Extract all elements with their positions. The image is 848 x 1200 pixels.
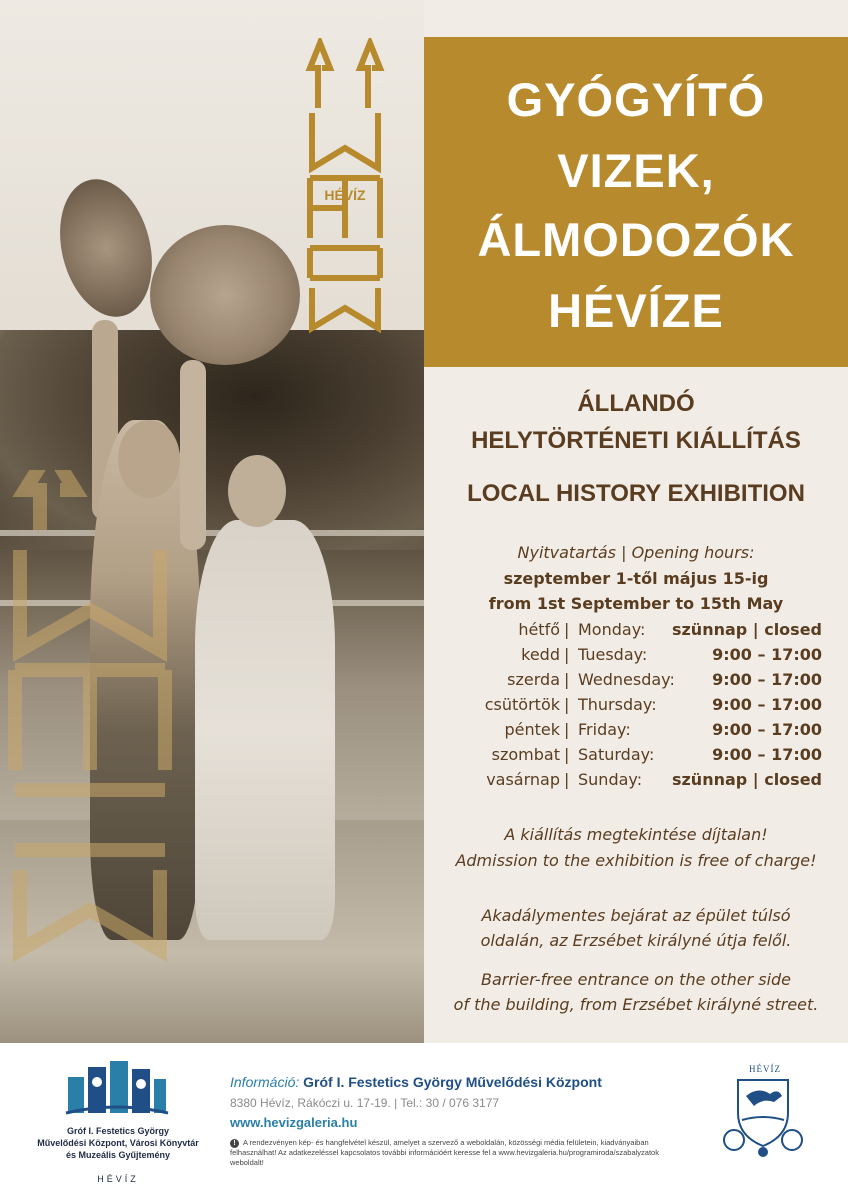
period-en: from 1st September to 15th May: [488, 594, 784, 613]
hours-row: [424, 645, 848, 670]
day-hours: 9:00 – 17:00: [712, 720, 822, 739]
hours-row: [424, 720, 848, 745]
day-en: Monday:: [578, 620, 646, 639]
day-en: Saturday:: [578, 745, 655, 764]
info-line: [230, 1074, 602, 1090]
day-en: Sunday:: [578, 770, 643, 789]
day-hu: csütörtök: [484, 695, 560, 714]
day-en: Thursday:: [578, 695, 657, 714]
org-town: HÉVÍZ: [97, 1174, 139, 1184]
org-line-1: Gróf I. Festetics György: [66, 1126, 170, 1136]
day-en: Friday:: [578, 720, 631, 739]
title-line-3: ÁLMODOZÓK: [477, 213, 795, 266]
day-hu: kedd: [521, 645, 560, 664]
org-line-3: és Muzeális Gyűjtemény: [65, 1150, 171, 1160]
subtitle-hu-1: ÁLLANDÓ: [577, 390, 695, 417]
subtitle-hu-2: HELYTÖRTÉNETI KIÁLLÍTÁS: [471, 427, 801, 454]
hours-row: [424, 745, 848, 770]
access-en-1: Barrier-free entrance on the other side: [480, 970, 792, 989]
day-hours: szünnap | closed: [671, 620, 822, 639]
day-en: Wednesday:: [578, 670, 675, 689]
hours-heading: Nyitvatartás | Opening hours:: [517, 543, 755, 562]
access-hu-1: Akadálymentes bejárat az épület túlsó: [481, 906, 791, 925]
title-line-2: VIZEK,: [557, 144, 715, 197]
address: 8380 Hévíz, Rákóczi u. 17-19. | Tel.: 30 / 076 3177: [230, 1096, 500, 1110]
straw-hat-right: [150, 225, 300, 365]
museum-logo: [300, 38, 390, 338]
subtitle-en: LOCAL HISTORY EXHIBITION: [467, 480, 805, 507]
info-organization: Gróf I. Festetics György Művelődési Központ: [303, 1074, 602, 1090]
woman-arm: [180, 360, 206, 550]
website-link[interactable]: www.hevizgaleria.hu: [230, 1115, 358, 1130]
access-en-2: of the building, from Erzsébet királyné street.: [453, 995, 819, 1014]
notice-text: A rendezvényen kép- és hangfelvétel készül, amelyet a szervező a weboldalán, közösségi média felületein, kiadványaiban felhasználhat! Az adatkezeléssel kapcsolatos további információért keresse fel a www.hevizgaleria.hu/programiroda/szabalyzatok weboldalt!: [230, 1138, 659, 1167]
woman-figure: [195, 520, 335, 940]
period-hu: szeptember 1-től május 15-ig: [503, 569, 769, 588]
day-separator: |: [564, 645, 570, 664]
hours-row: [424, 620, 848, 645]
day-separator: |: [564, 745, 570, 764]
day-hours: szünnap | closed: [671, 770, 822, 789]
recording-notice: [230, 1138, 690, 1168]
info-label: Információ:: [230, 1074, 300, 1090]
day-hu: szombat: [491, 745, 560, 764]
day-separator: |: [564, 620, 570, 639]
title-line-4: HÉVÍZE: [548, 284, 724, 337]
day-separator: |: [564, 770, 570, 789]
heviz-coat-of-arms: [718, 1058, 808, 1158]
title-line-1: GYÓGYÍTÓ: [506, 73, 766, 126]
day-en: Tuesday:: [578, 645, 648, 664]
day-hu: hétfő: [518, 620, 560, 639]
day-hu: vasárnap: [486, 770, 560, 789]
logo-town: HÉVÍZ: [324, 187, 366, 203]
hours-row: [424, 770, 848, 795]
day-hours: 9:00 – 17:00: [712, 745, 822, 764]
admission-hu: A kiállítás megtekintése díjtalan!: [504, 825, 768, 844]
hours-row: [424, 695, 848, 720]
woman-head: [228, 455, 286, 527]
day-hu: péntek: [504, 720, 560, 739]
day-separator: |: [564, 670, 570, 689]
day-hours: 9:00 – 17:00: [712, 670, 822, 689]
day-hours: 9:00 – 17:00: [712, 645, 822, 664]
day-separator: |: [564, 720, 570, 739]
day-hours: 9:00 – 17:00: [712, 695, 822, 714]
watermark-logo: [0, 470, 180, 970]
org-line-2: Művelődési Központ, Városi Könyvtár: [37, 1138, 199, 1148]
hours-row: [424, 670, 848, 695]
cultural-center-logo: [62, 1057, 172, 1119]
day-separator: |: [564, 695, 570, 714]
day-hu: szerda: [507, 670, 560, 689]
organization-name: [18, 1125, 218, 1161]
admission-en: Admission to the exhibition is free of charge!: [455, 851, 817, 870]
access-hu-2: oldalán, az Erzsébet királyné útja felől.: [480, 931, 792, 950]
heviz-crest-label: HÉVÍZ: [749, 1064, 781, 1074]
exclamation-icon: !: [230, 1139, 239, 1148]
